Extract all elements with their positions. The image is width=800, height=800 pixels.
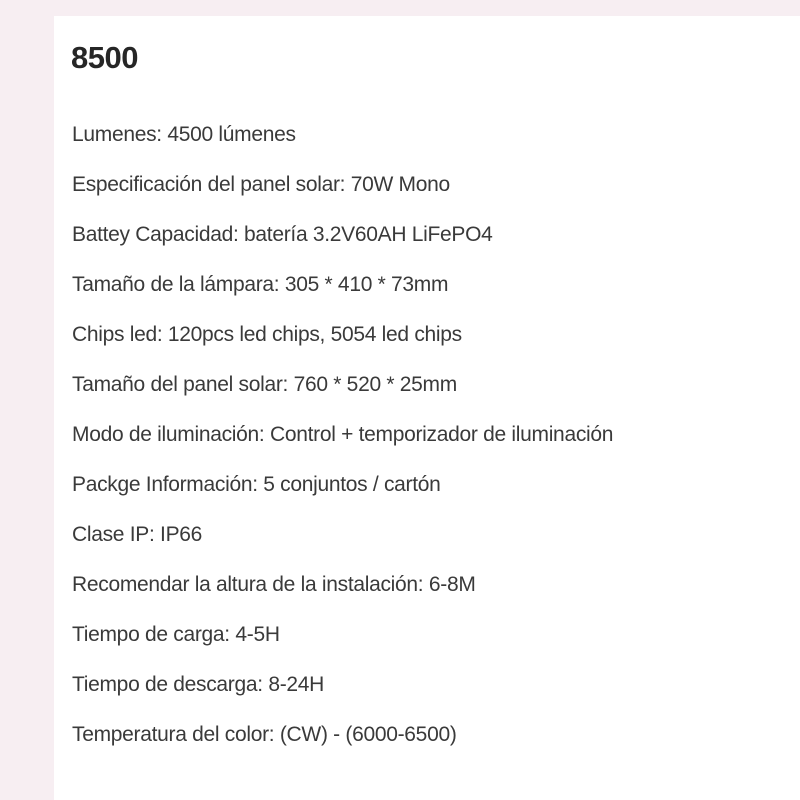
product-title: 8500 [71,40,138,75]
spec-panel-size: Tamaño del panel solar: 760 * 520 * 25mm [72,373,457,396]
spec-charge-time: Tiempo de carga: 4-5H [72,623,280,646]
spec-lighting-mode: Modo de iluminación: Control + temporizador de iluminación [72,423,614,446]
spec-solar-panel: Especificación del panel solar: 70W Mono [72,173,450,196]
spec-ip-class: Clase IP: IP66 [72,523,203,546]
spec-color-temperature: Temperatura del color: (CW) - (6000-6500) [72,723,457,746]
spec-discharge-time: Tiempo de descarga: 8-24H [72,673,325,696]
spec-led-chips: Chips led: 120pcs led chips, 5054 led chips [72,323,462,346]
spec-lumens: Lumenes: 4500 lúmenes [72,123,296,146]
spec-battery: Battey Capacidad: batería 3.2V60AH LiFePO4 [72,223,493,246]
spec-list [72,118,613,768]
spec-card [54,16,800,800]
spec-package: Packge Información: 5 conjuntos / cartón [72,473,441,496]
spec-install-height: Recomendar la altura de la instalación: 6-8M [72,573,476,596]
spec-lamp-size: Tamaño de la lámpara: 305 * 410 * 73mm [72,273,449,296]
